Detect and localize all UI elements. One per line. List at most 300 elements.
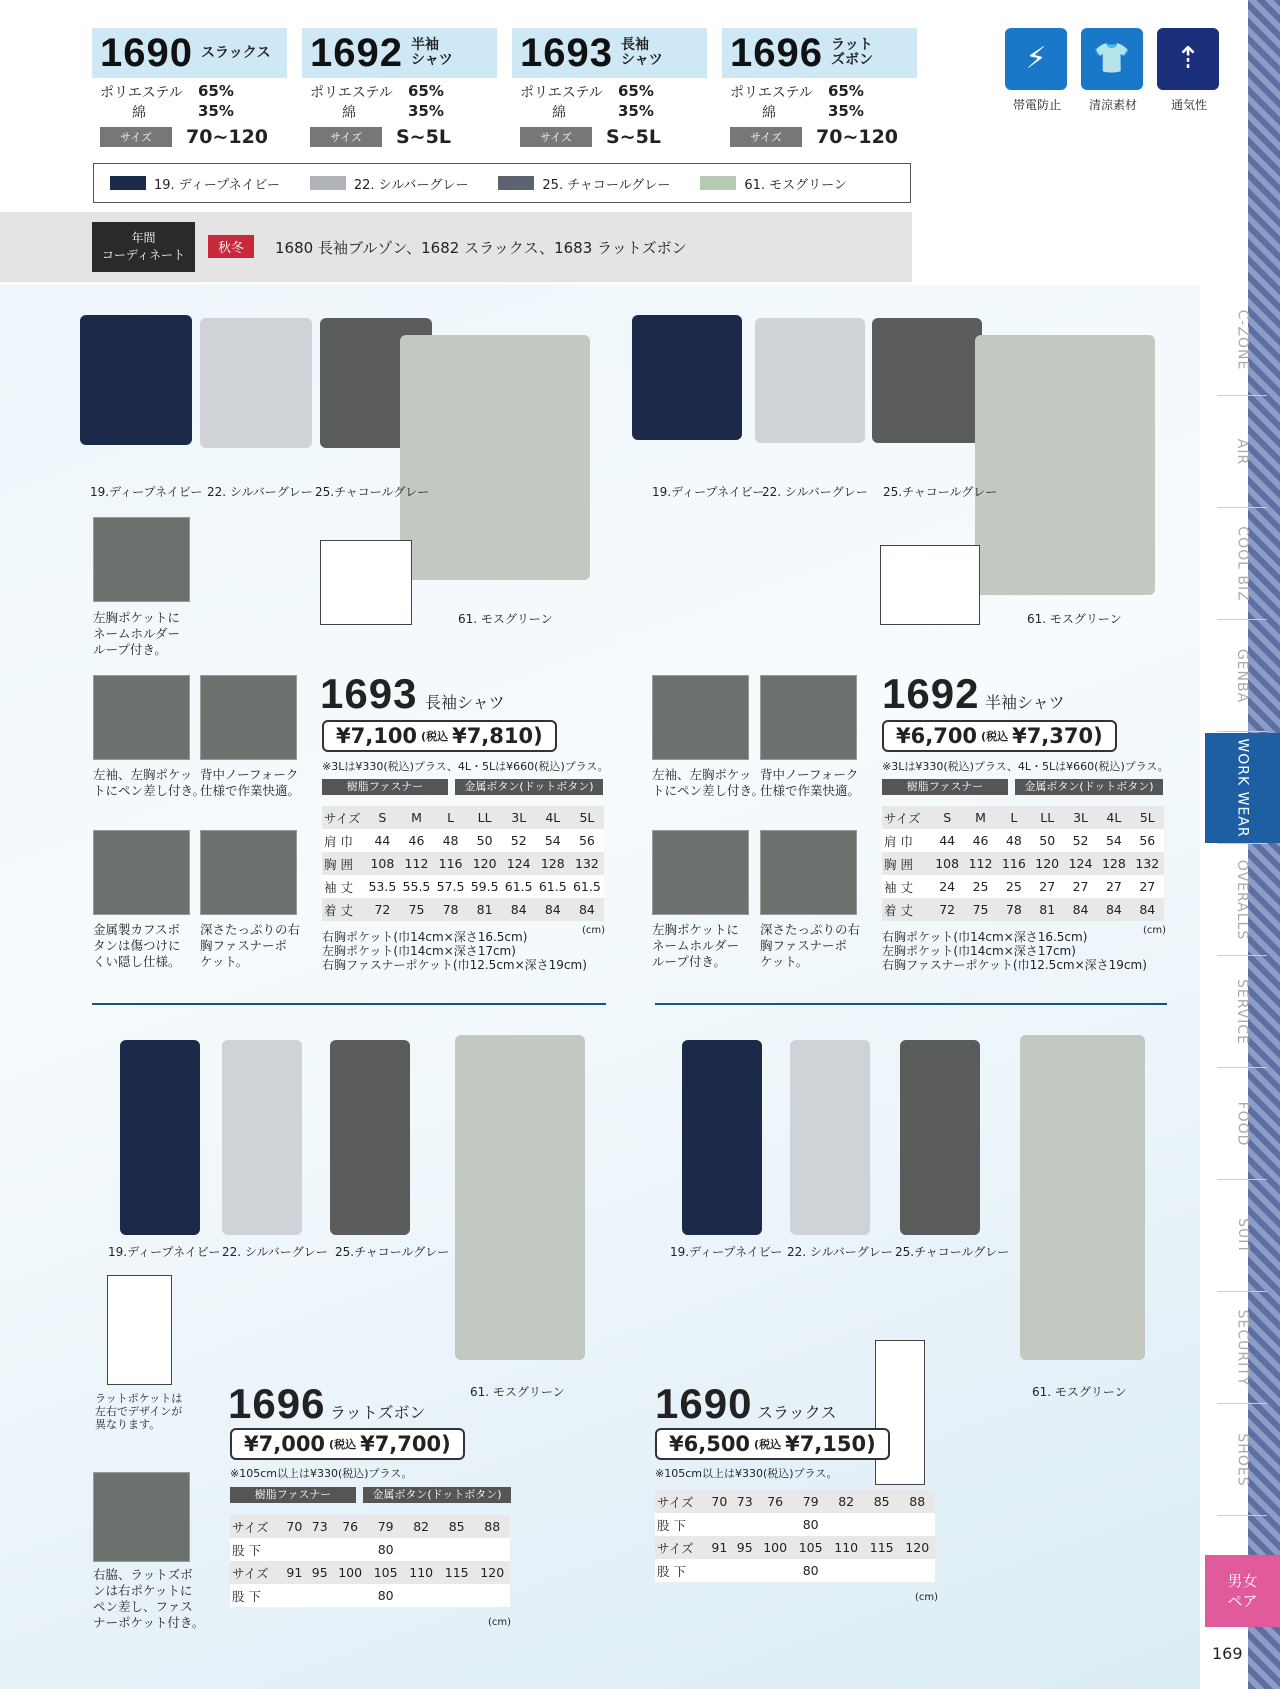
size-value: 70~120	[186, 126, 269, 148]
table-cell: 91	[286, 1565, 303, 1580]
material-name: ポリエステル	[520, 85, 603, 101]
pants-1696-charcoal-image	[330, 1040, 410, 1235]
row-header: 袖 丈	[324, 879, 353, 895]
material-percent: 65%	[618, 82, 654, 100]
row-header: 股 下	[232, 1588, 261, 1604]
sidebar-tab[interactable]	[1205, 957, 1280, 1067]
breathable-icon: ⇡	[1157, 28, 1219, 90]
table-cell: 55.5	[402, 879, 431, 894]
product-number: 1696	[228, 1380, 326, 1427]
table-cell: 132	[1135, 856, 1160, 871]
table-row	[882, 829, 1164, 852]
pants-1696-navy-image	[120, 1040, 200, 1235]
material-name: 綿	[552, 105, 566, 121]
sidebar-tab[interactable]	[1205, 509, 1280, 619]
detail-note: 左袖、左胸ポケッ トにペン差し付き。	[93, 767, 206, 798]
page-number: 169	[1212, 1644, 1243, 1663]
table-cell: 44	[374, 833, 391, 848]
table-row	[655, 1490, 935, 1513]
table-cell: 120	[905, 1540, 930, 1555]
divider	[655, 1003, 1167, 1005]
pants-sketch-1696	[107, 1275, 172, 1385]
pair-badge: 男女 ペア	[1205, 1555, 1280, 1627]
table-cell	[707, 1513, 732, 1536]
table-cell: 27	[1139, 879, 1156, 894]
feature-icon-item	[1005, 28, 1069, 113]
table-cell: 115	[444, 1565, 469, 1580]
material-list	[92, 82, 287, 122]
product-name: 長袖 シャツ	[620, 37, 663, 68]
table-row	[882, 852, 1164, 875]
sidebar-tab-label: SHOES	[1234, 1433, 1251, 1487]
size-value: S~5L	[396, 126, 451, 148]
feature-icon-item	[1081, 28, 1145, 113]
product-header-1693	[512, 28, 707, 158]
row-header: 着 丈	[324, 902, 353, 918]
price-box: ¥6,700 (税込 ¥7,370 )	[882, 720, 1117, 752]
table-cell: 84	[1072, 902, 1089, 917]
color-swatch	[310, 176, 346, 190]
table-cell	[439, 1584, 475, 1607]
table-cell: 100	[763, 1540, 788, 1555]
table-cell: 5L	[1139, 810, 1155, 825]
table-cell: 54	[544, 833, 561, 848]
table-row	[882, 875, 1164, 898]
size-table-1696	[230, 1515, 510, 1607]
spec-badge: 金属ボタン(ドットボタン)	[455, 779, 603, 795]
color-swatch	[700, 176, 736, 190]
product-number: 1696	[730, 30, 823, 75]
sidebar-tab-label: C-ZONE	[1234, 309, 1251, 371]
size-label: サイズ	[520, 127, 592, 147]
material-list	[302, 82, 497, 122]
table-cell: 73	[311, 1519, 328, 1534]
size-label: サイズ	[730, 127, 802, 147]
table-cell: 70	[711, 1494, 728, 1509]
feature-label: 通気性	[1170, 98, 1207, 112]
shirt-1693-navy-image	[80, 315, 192, 445]
detail-note: 深さたっぷりの右 胸ファスナーポ ケット。	[200, 922, 301, 969]
detail-note: 左胸ポケットに ネームホルダー ループ付き。	[652, 922, 740, 969]
table-cell: 57.5	[436, 879, 465, 894]
table-cell: 80	[377, 1542, 394, 1557]
product-header-title	[302, 28, 497, 78]
table-cell: 46	[408, 833, 425, 848]
row-header: サイズ	[324, 810, 361, 826]
table-cell: LL	[1040, 810, 1055, 825]
color-label: 25.チャコールグレー	[883, 485, 998, 499]
color-label: 25.チャコールグレー	[315, 485, 430, 499]
table-row	[322, 875, 604, 898]
table-cell: 3L	[1073, 810, 1088, 825]
row-header: 胸 囲	[324, 856, 353, 872]
spec-badge: 金属ボタン(ドットボタン)	[363, 1487, 511, 1503]
table-cell	[899, 1559, 935, 1582]
color-label: 25. チャコールグレー	[542, 177, 671, 193]
table-cell: 76	[767, 1494, 784, 1509]
shirt-1692-silver-image	[755, 318, 865, 443]
shirt-1692-moss-image	[975, 335, 1155, 595]
table-cell: 81	[476, 902, 493, 917]
table-cell: 84	[578, 902, 595, 917]
coordinate-banner	[0, 212, 912, 282]
table-cell: 120	[1035, 856, 1060, 871]
color-label: 25.チャコールグレー	[895, 1245, 1010, 1259]
size-value: S~5L	[606, 126, 661, 148]
row-header: 股 下	[232, 1542, 261, 1558]
product-number: 1693	[320, 670, 418, 717]
price-box: ¥7,000 (税込 ¥7,700 )	[230, 1428, 465, 1460]
detail-note: 左胸ポケットに ネームホルダー ループ付き。	[93, 610, 181, 657]
table-cell: 25	[1005, 879, 1022, 894]
table-cell: 88	[484, 1519, 501, 1534]
table-cell: 100	[338, 1565, 363, 1580]
table-row	[322, 898, 604, 921]
pants-1696-silver-image	[222, 1040, 302, 1235]
sidebar-divider	[1217, 1179, 1267, 1180]
product-name: スラックス	[200, 44, 271, 61]
color-option	[310, 174, 469, 193]
table-cell: L	[1010, 810, 1018, 825]
table-cell: 95	[311, 1565, 328, 1580]
detail-photo	[93, 517, 190, 602]
table-cell: 91	[711, 1540, 728, 1555]
table-cell: 53.5	[368, 879, 397, 894]
sidebar-divider	[1217, 507, 1267, 508]
detail-note: ラットポケットは 左右でデザインが 異なります。	[95, 1392, 183, 1431]
sidebar-tab-label: FOOD	[1234, 1101, 1251, 1147]
table-cell	[474, 1584, 510, 1607]
material-percent: 35%	[198, 102, 234, 120]
color-label: 22. シルバーグレー	[207, 485, 313, 499]
table-cell	[474, 1538, 510, 1561]
antistatic-icon: ⚡	[1005, 28, 1067, 90]
detail-note: 背中ノーフォーク 仕様で作業快適。	[200, 767, 301, 798]
sidebar-tab-label: OVERALLS	[1234, 859, 1251, 941]
table-cell: 50	[476, 833, 493, 848]
table-cell	[732, 1513, 757, 1536]
pants-sketch-1690	[875, 1340, 925, 1485]
material-name: ポリエステル	[730, 85, 813, 101]
table-cell: 95	[736, 1540, 753, 1555]
unit-label: (cm)	[1143, 925, 1167, 936]
product-number: 1690	[100, 30, 193, 75]
category-sidebar	[1205, 285, 1280, 1665]
pants-1690-navy-image	[682, 1040, 762, 1235]
color-label: 22. シルバーグレー	[762, 485, 868, 499]
row-header: 股 下	[657, 1563, 686, 1579]
color-option	[700, 174, 847, 193]
size-table-1693	[322, 806, 604, 921]
product-number: 1692	[882, 670, 980, 717]
table-cell: 46	[972, 833, 989, 848]
table-row	[322, 852, 604, 875]
table-cell: 5L	[579, 810, 595, 825]
table-cell: 76	[342, 1519, 359, 1534]
sidebar-tab[interactable]	[1205, 1405, 1280, 1515]
table-cell: 110	[834, 1540, 859, 1555]
table-cell: 84	[544, 902, 561, 917]
size-value: 70~120	[816, 126, 899, 148]
table-cell	[332, 1538, 368, 1561]
table-cell	[828, 1559, 864, 1582]
spec-badge: 樹脂ファスナー	[322, 779, 448, 795]
sidebar-tab[interactable]	[1205, 845, 1280, 955]
detail-photo	[200, 675, 297, 760]
product-header-title	[722, 28, 917, 78]
table-cell: 80	[377, 1588, 394, 1603]
table-cell	[332, 1584, 368, 1607]
table-cell: 52	[1072, 833, 1089, 848]
table-cell: 116	[1001, 856, 1026, 871]
detail-note: 深さたっぷりの右 胸ファスナーポ ケット。	[760, 922, 861, 969]
price-note: ※105cm以上は¥330(税込)プラス。	[230, 1467, 413, 1480]
color-label: 61. モスグリーン	[458, 612, 553, 626]
color-label: 19. ディープネイビー	[154, 177, 280, 193]
product-name: スラックス	[757, 1403, 837, 1422]
table-cell: 3L	[511, 810, 527, 825]
table-cell: 48	[1005, 833, 1022, 848]
unit-label: (cm)	[582, 925, 606, 936]
spec-badge: 樹脂ファスナー	[230, 1487, 356, 1503]
table-cell: 61.5	[504, 879, 533, 894]
sidebar-tab-label: GENBA	[1234, 648, 1251, 704]
sidebar-divider	[1217, 1515, 1267, 1516]
table-cell: 78	[1005, 902, 1022, 917]
sidebar-tab[interactable]	[1205, 1069, 1280, 1179]
sidebar-divider	[1217, 955, 1267, 956]
price-note: ※3Lは¥330(税込)プラス、4L・5Lは¥660(税込)プラス。	[882, 760, 1169, 773]
table-row	[655, 1513, 935, 1536]
detail-photo	[652, 830, 749, 915]
table-cell: 120	[480, 1565, 505, 1580]
detail-note: 右脇、ラットズボ ンは右ポケットに ペン差し、ファス ナーポケット付き。	[93, 1567, 205, 1630]
table-cell: 84	[1105, 902, 1122, 917]
table-cell: M	[411, 810, 422, 825]
detail-photo	[760, 675, 857, 760]
table-cell: 85	[873, 1494, 890, 1509]
shirt-1692-navy-image	[632, 315, 742, 440]
table-cell	[282, 1538, 307, 1561]
table-cell: 88	[909, 1494, 926, 1509]
detail-photo	[200, 830, 297, 915]
table-cell: 84	[510, 902, 527, 917]
color-label: 22. シルバーグレー	[222, 1245, 328, 1259]
color-label: 25.チャコールグレー	[335, 1245, 450, 1259]
table-cell: 24	[939, 879, 956, 894]
row-header: 袖 丈	[884, 879, 913, 895]
table-cell: 112	[968, 856, 993, 871]
row-header: 肩 巾	[324, 833, 353, 849]
table-cell: 108	[370, 856, 395, 871]
price-note: ※105cm以上は¥330(税込)プラス。	[655, 1467, 838, 1480]
table-row	[882, 898, 1164, 921]
table-row	[322, 829, 604, 852]
back-sketch-1692	[880, 545, 980, 625]
detail-note: 金属製カフスボ タンは傷つけに くい隠し仕様。	[93, 922, 181, 969]
sidebar-divider	[1217, 1291, 1267, 1292]
table-cell: 105	[798, 1540, 823, 1555]
size-table-1690	[655, 1490, 935, 1582]
sidebar-tab[interactable]	[1205, 733, 1280, 843]
material-percent: 35%	[828, 102, 864, 120]
sidebar-tab[interactable]	[1205, 621, 1280, 731]
table-cell: 85	[448, 1519, 465, 1534]
color-label: 61. モスグリーン	[1027, 612, 1122, 626]
table-cell: 50	[1039, 833, 1056, 848]
table-cell: 82	[838, 1494, 855, 1509]
table-cell: L	[447, 810, 455, 825]
size-range	[722, 126, 917, 148]
divider	[92, 1003, 606, 1005]
detail-note: 左袖、左胸ポケッ トにペン差し付き。	[652, 767, 765, 798]
sidebar-divider	[1217, 395, 1267, 396]
material-percent: 65%	[408, 82, 444, 100]
pants-1690-charcoal-image	[900, 1040, 980, 1235]
table-row	[230, 1584, 510, 1607]
color-swatch	[498, 176, 534, 190]
price-box: ¥7,100 (税込 ¥7,810 )	[322, 720, 557, 752]
detail-photo	[93, 830, 190, 915]
table-cell: 27	[1105, 879, 1122, 894]
table-cell: 80	[802, 1563, 819, 1578]
spec-badge: 金属ボタン(ドットボタン)	[1015, 779, 1163, 795]
table-cell: 124	[1068, 856, 1093, 871]
material-name: 綿	[132, 105, 146, 121]
table-cell	[439, 1538, 475, 1561]
table-cell: 73	[736, 1494, 753, 1509]
material-name: 綿	[762, 105, 776, 121]
size-table-1692	[882, 806, 1164, 921]
table-cell	[282, 1584, 307, 1607]
table-cell: 105	[373, 1565, 398, 1580]
detail-photo	[93, 1472, 190, 1562]
row-header: サイズ	[232, 1565, 269, 1581]
table-cell	[864, 1559, 900, 1582]
table-cell: 61.5	[538, 879, 567, 894]
unit-label: (cm)	[488, 1617, 512, 1628]
table-cell: 72	[374, 902, 391, 917]
table-cell: 124	[506, 856, 531, 871]
shirt-1693-moss-image	[400, 335, 590, 580]
row-header: サイズ	[232, 1519, 269, 1535]
table-cell: S	[378, 810, 387, 825]
table-cell: 120	[472, 856, 497, 871]
coordinate-tag: 年間 コーディネート	[92, 222, 195, 272]
table-cell: 110	[409, 1565, 434, 1580]
table-cell	[732, 1559, 757, 1582]
table-cell: 112	[404, 856, 429, 871]
color-label: 19.ディープネイビー	[670, 1245, 783, 1259]
sidebar-divider	[1217, 1067, 1267, 1068]
material-percent: 65%	[198, 82, 234, 100]
material-name: ポリエステル	[310, 85, 393, 101]
table-cell: 128	[540, 856, 565, 871]
table-cell: 75	[972, 902, 989, 917]
table-cell: 4L	[545, 810, 561, 825]
table-cell: S	[943, 810, 952, 825]
table-cell: 59.5	[470, 879, 499, 894]
cool-material-icon: 👕	[1081, 28, 1143, 90]
product-name: ラット ズボン	[830, 37, 873, 68]
table-cell: 72	[939, 902, 956, 917]
color-label: 19.ディープネイビー	[652, 485, 765, 499]
table-cell	[307, 1584, 332, 1607]
detail-photo	[652, 675, 749, 760]
product-number: 1692	[310, 30, 403, 75]
sidebar-tab-label: SUIT	[1234, 1218, 1251, 1254]
material-percent: 35%	[618, 102, 654, 120]
table-cell: 132	[574, 856, 599, 871]
table-cell: 84	[1139, 902, 1156, 917]
size-label: サイズ	[310, 127, 382, 147]
color-label: 22. シルバーグレー	[787, 1245, 893, 1259]
table-cell	[403, 1538, 439, 1561]
detail-note: 背中ノーフォーク 仕様で作業快適。	[760, 767, 861, 798]
pants-1696-moss-image	[455, 1035, 585, 1360]
pocket-info: 右胸ポケット(巾14cm×深さ16.5cm) 左胸ポケット(巾14cm×深さ17cm) 右胸ファスナーポケット(巾12.5cm×深さ19cm)	[322, 930, 587, 972]
table-row	[322, 806, 604, 829]
table-cell	[828, 1513, 864, 1536]
sidebar-tab[interactable]	[1205, 1293, 1280, 1403]
table-cell: LL	[477, 810, 492, 825]
sidebar-tab-label: AIR	[1234, 438, 1251, 466]
color-label: 61. モスグリーン	[744, 177, 847, 193]
product-name: 半袖 シャツ	[410, 37, 453, 68]
table-cell: 75	[408, 902, 425, 917]
size-range	[92, 126, 287, 148]
table-cell: 56	[1139, 833, 1156, 848]
table-cell: 116	[438, 856, 463, 871]
table-cell: 4L	[1106, 810, 1122, 825]
table-row	[655, 1536, 935, 1559]
table-cell: 54	[1105, 833, 1122, 848]
material-list	[722, 82, 917, 122]
sidebar-tab[interactable]	[1205, 397, 1280, 507]
spec-badge: 樹脂ファスナー	[882, 779, 1008, 795]
sidebar-tab[interactable]	[1205, 285, 1280, 395]
table-cell	[307, 1538, 332, 1561]
table-cell: 48	[442, 833, 459, 848]
product-header-title	[92, 28, 287, 78]
color-label: 61. モスグリーン	[1032, 1385, 1127, 1399]
pants-1690-silver-image	[790, 1040, 870, 1235]
sidebar-tab-label: COOL BIZ	[1234, 526, 1251, 602]
table-cell: 27	[1039, 879, 1056, 894]
price-note: ※3Lは¥330(税込)プラス、4L・5Lは¥660(税込)プラス。	[322, 760, 609, 773]
sidebar-divider	[1217, 1403, 1267, 1404]
color-label: 19.ディープネイビー	[90, 485, 203, 499]
table-cell: 27	[1072, 879, 1089, 894]
material-list	[512, 82, 707, 122]
sidebar-tab[interactable]	[1205, 1181, 1280, 1291]
product-header-1690	[92, 28, 287, 158]
feature-label: 清涼素材	[1088, 98, 1137, 112]
table-cell: 78	[442, 902, 459, 917]
feature-label: 帯電防止	[1012, 98, 1061, 112]
table-cell: 44	[939, 833, 956, 848]
pocket-info: 右胸ポケット(巾14cm×深さ16.5cm) 左胸ポケット(巾14cm×深さ17cm) 右胸ファスナーポケット(巾12.5cm×深さ19cm)	[882, 930, 1147, 972]
row-header: 肩 巾	[884, 833, 913, 849]
coordinate-text: 1680 長袖ブルゾン、1682 スラックス、1683 ラットズボン	[275, 239, 687, 257]
table-cell: 81	[1039, 902, 1056, 917]
table-cell: 80	[802, 1517, 819, 1532]
shirt-1692-charcoal-image	[872, 318, 982, 443]
table-cell: 108	[935, 856, 960, 871]
season-badge: 秋冬	[208, 235, 254, 258]
sidebar-divider	[1217, 731, 1267, 732]
table-row	[655, 1559, 935, 1582]
